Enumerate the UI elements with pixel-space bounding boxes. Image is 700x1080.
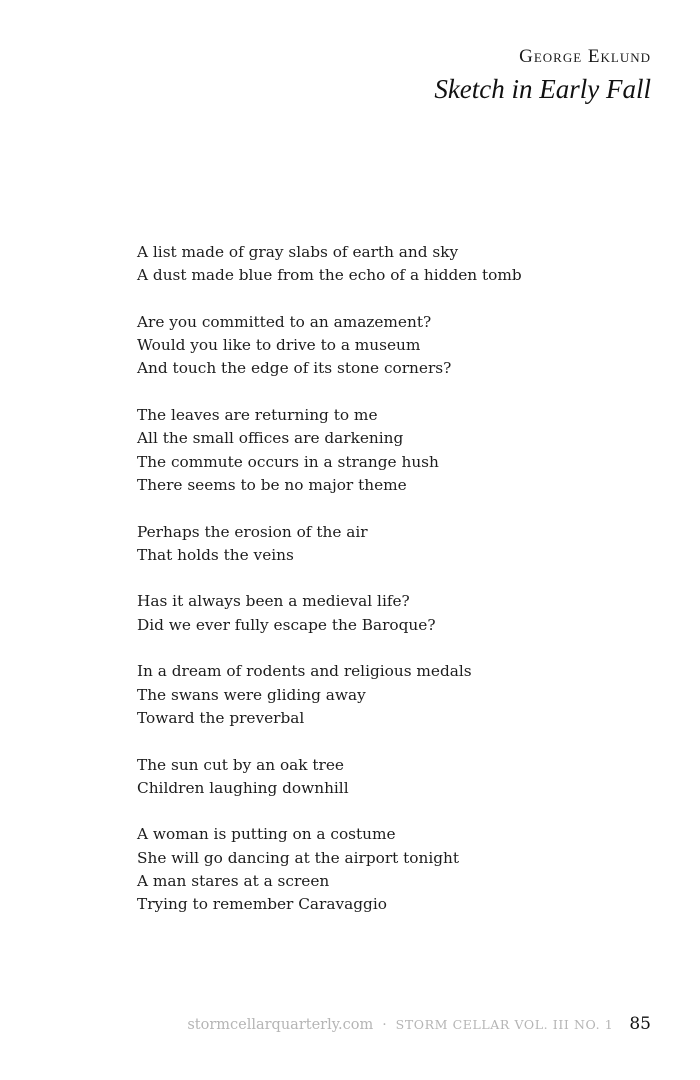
poem-line: Children laughing downhill — [137, 778, 349, 797]
poem-line: Did we ever fully escape the Baroque? — [137, 615, 436, 634]
stanza-8 — [137, 823, 522, 916]
poem-line: A man stares at a screen — [137, 872, 330, 891]
stanza-5 — [137, 590, 522, 637]
stanza-2 — [137, 311, 522, 381]
poem-line: The commute occurs in a strange hush — [137, 452, 439, 471]
page-footer — [187, 1014, 651, 1034]
poem-line: There seems to be no major theme — [137, 475, 407, 494]
stanza-4 — [137, 521, 522, 568]
poem-line: All the small offices are darkening — [137, 429, 404, 448]
poem-line: The leaves are returning to me — [137, 406, 378, 425]
page-number: 85 — [629, 1014, 651, 1034]
poem-line: A dust made blue from the echo of a hidden tomb — [137, 266, 522, 285]
footer-website: stormcellarquarterly.com — [187, 1017, 374, 1033]
poem-line: Perhaps the erosion of the air — [137, 522, 368, 541]
poem-line: A list made of gray slabs of earth and sky — [137, 243, 459, 261]
poem-line: The sun cut by an oak tree — [137, 755, 344, 774]
stanza-7 — [137, 754, 522, 801]
poem-line: She will go dancing at the airport tonight — [137, 848, 460, 867]
footer-issue: STORM CELLAR VOL. III NO. 1 — [395, 1017, 614, 1032]
poem-body — [137, 241, 522, 917]
poem-line: That holds the veins — [137, 545, 294, 564]
page-header — [434, 44, 651, 106]
poem-line: A woman is putting on a costume — [137, 825, 396, 844]
poem-line: The swans were gliding away — [137, 685, 366, 704]
poem-title: Sketch in Early Fall — [434, 74, 651, 104]
stanza-3 — [137, 404, 522, 497]
stanza-1 — [137, 241, 522, 288]
poem-line: Are you committed to an amazement? — [137, 312, 432, 331]
footer-separator: · — [382, 1017, 387, 1033]
poem-line: In a dream of rodents and religious medals — [137, 662, 472, 681]
poem-line: Toward the preverbal — [137, 708, 305, 727]
poem-line: Has it always been a medieval life? — [137, 592, 410, 611]
author-name: George Eklund — [519, 46, 651, 67]
poem-line: Would you like to drive to a museum — [137, 336, 421, 355]
poem-line: Trying to remember Caravaggio — [137, 895, 387, 914]
stanza-6 — [137, 660, 522, 730]
poem-line: And touch the edge of its stone corners? — [137, 359, 452, 378]
